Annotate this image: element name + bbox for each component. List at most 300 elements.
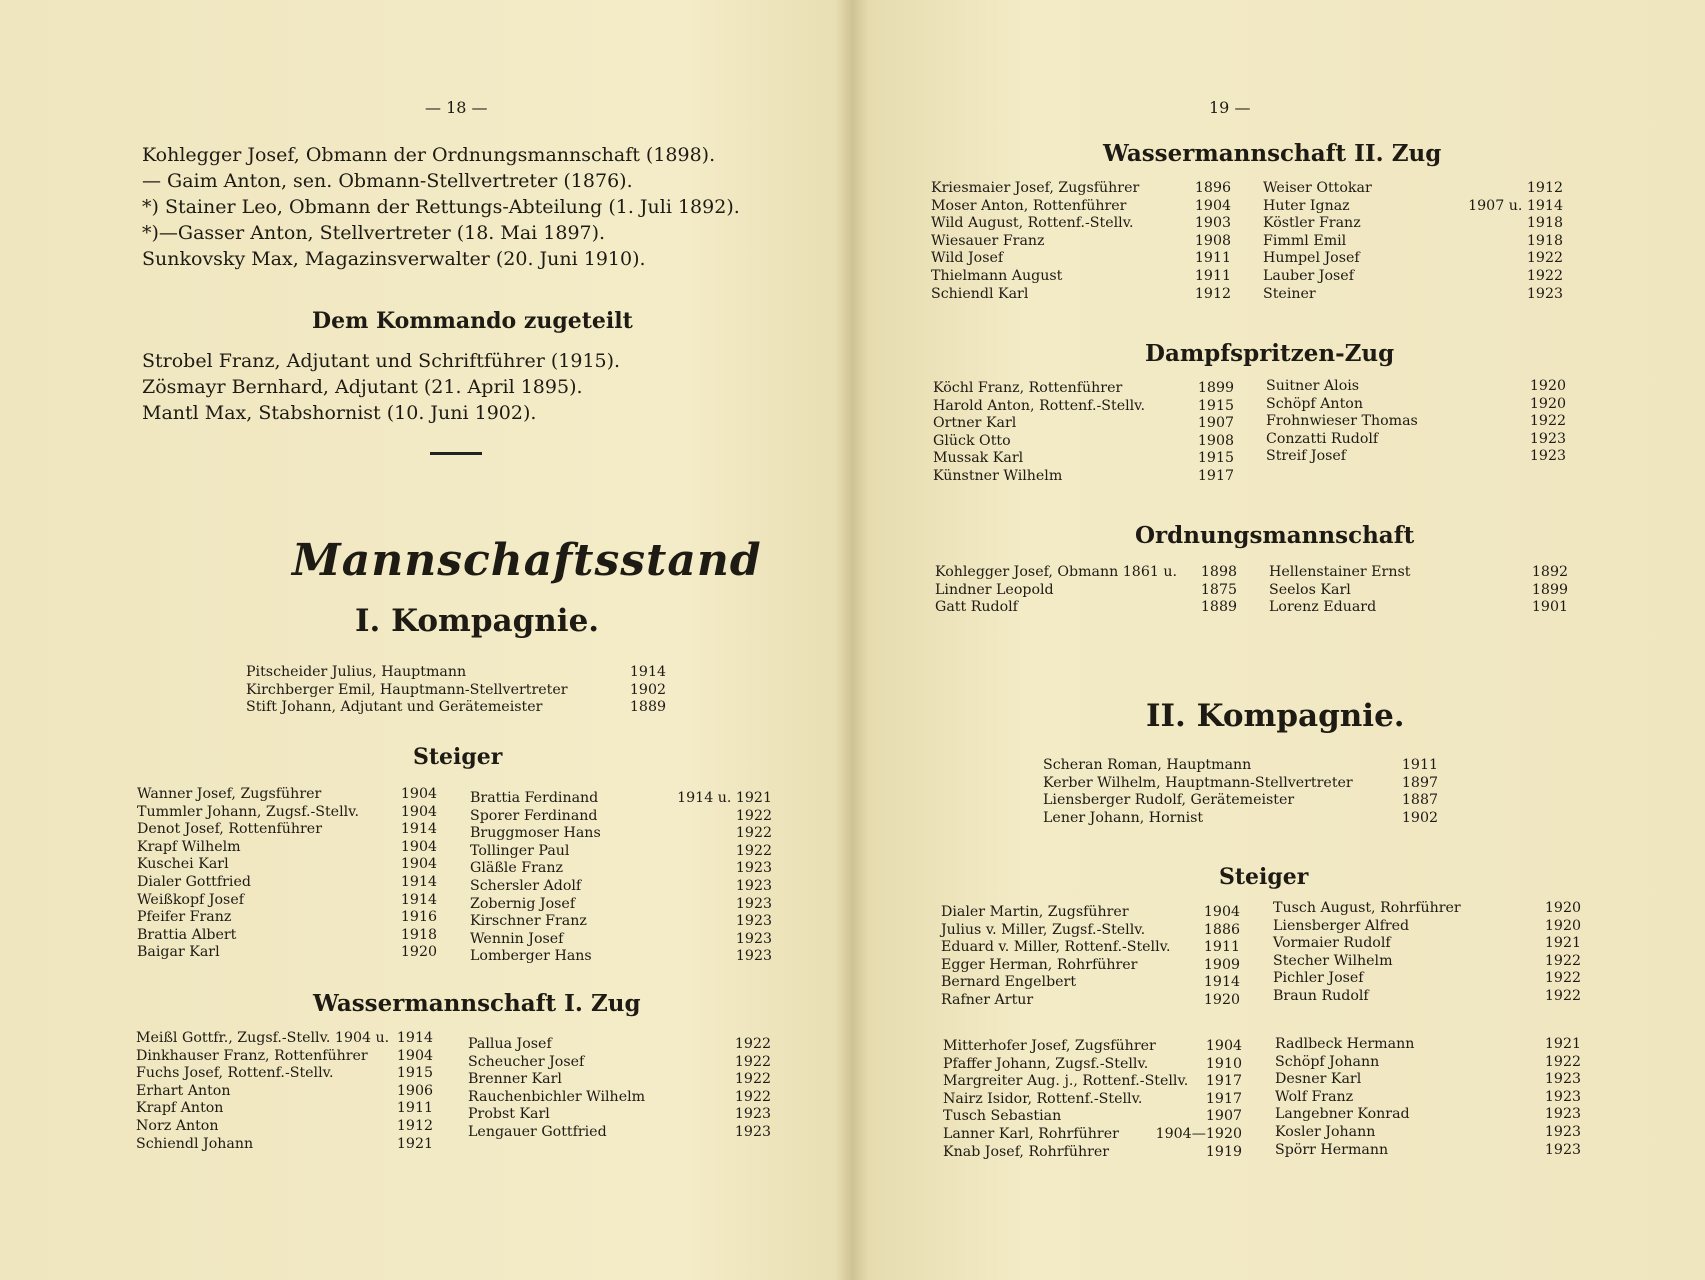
roster-row (470, 825, 772, 843)
member-name: Liensberger Alfred (1273, 917, 1410, 934)
member-name: Braun Rudolf (1273, 987, 1369, 1004)
member-name: Künstner Wilhelm (933, 467, 1063, 484)
member-name: Wild Josef (931, 250, 1004, 267)
member-name: Desner Karl (1275, 1071, 1362, 1088)
member-name: Wennin Josef (470, 930, 564, 947)
member-year: 1922 (734, 1088, 771, 1105)
member-name: Köstler Franz (1263, 215, 1361, 232)
member-name: Wanner Josef, Zugsführer (137, 786, 322, 802)
wasser1-heading: Wassermannschaft I. Zug (313, 990, 641, 1017)
roster-row (933, 433, 1234, 451)
main-title: Mannschaftsstand (292, 535, 762, 586)
member-name: Weiser Ottokar (1263, 180, 1372, 196)
member-name: Dinkhauser Franz, Rottenführer (136, 1047, 368, 1064)
member-name: Meißl Gottfr., Zugsf.-Stellv. 1904 u. (136, 1030, 390, 1046)
roster-row (470, 808, 772, 826)
roster-row (933, 415, 1234, 433)
member-name: Radlbeck Hermann (1275, 1036, 1415, 1052)
member-name: Mitterhofer Josef, Zugsführer (943, 1038, 1156, 1054)
member-year: 1923 (1544, 1071, 1581, 1088)
roster-row (1266, 431, 1566, 449)
member-year: 1887 (1401, 792, 1438, 809)
member-name: Ortner Karl (933, 415, 1017, 432)
member-year: 1909 (1203, 956, 1240, 973)
member-year: 1914 (629, 664, 666, 680)
roster-row (136, 1030, 433, 1048)
roster-row (1273, 953, 1581, 971)
member-year: 1923 (735, 913, 772, 930)
member-year: 1914 (400, 891, 437, 908)
member-name: Scheran Roman, Hauptmann (1043, 757, 1252, 773)
member-year: 1903 (1194, 215, 1231, 232)
member-name: Vormaier Rudolf (1273, 935, 1391, 952)
roster-row (943, 1073, 1242, 1091)
member-year: 1923 (1544, 1106, 1581, 1123)
member-name: Sporer Ferdinand (470, 807, 598, 824)
member-year: 1923 (1544, 1123, 1581, 1140)
roster-row (1266, 378, 1566, 396)
member-year: 1920 (1203, 991, 1240, 1008)
roster-row (1263, 198, 1563, 216)
member-year: 1907 (1197, 415, 1234, 432)
member-name: Langebner Konrad (1275, 1106, 1410, 1123)
roster-row (137, 786, 437, 804)
member-year: 1902 (629, 681, 666, 698)
kommando-line: Mantl Max, Stabshornist (10. Juni 1902). (142, 402, 537, 424)
member-year: 1904 (1203, 904, 1240, 920)
steiger-col2 (470, 790, 772, 966)
member-name: Köchl Franz, Rottenführer (933, 380, 1123, 396)
member-name: Zobernig Josef (470, 895, 576, 912)
roster-row (1266, 396, 1566, 414)
roster-row (931, 215, 1231, 233)
roster-row (1275, 1036, 1581, 1054)
member-year: 1898 (1200, 564, 1237, 580)
member-name: Tummler Johann, Zugsf.-Stellv. (137, 803, 359, 820)
member-year: 1922 (1544, 970, 1581, 987)
roster-row (935, 599, 1237, 617)
member-name: Schiendl Karl (931, 285, 1029, 302)
member-name: Lanner Karl, Rohrführer (943, 1125, 1119, 1142)
roster-row (470, 790, 772, 808)
roster-row (246, 664, 666, 682)
leader-line: *) Stainer Leo, Obmann der Rettungs-Abteilung (1. Juli 1892). (142, 196, 740, 218)
member-name: Fimml Emil (1263, 232, 1347, 249)
member-name: Lener Johann, Hornist (1043, 809, 1204, 826)
member-year: 1914 (1203, 974, 1240, 991)
member-name: Bruggmoser Hans (470, 825, 601, 842)
roster-row (1263, 286, 1563, 304)
roster-row (1266, 413, 1566, 431)
steiger2-a-col2 (1273, 900, 1581, 1006)
member-name: Wiesauer Franz (931, 232, 1045, 249)
member-name: Eduard v. Miller, Rottenf.-Stellv. (941, 939, 1171, 956)
member-year: 1922 (1526, 267, 1563, 284)
member-year: 1907 (1205, 1108, 1242, 1125)
member-year: 1922 (735, 842, 772, 859)
member-year: 1920 (1544, 917, 1581, 934)
roster-row (943, 1091, 1242, 1109)
member-year: 1918 (1526, 232, 1563, 249)
member-year: 1911 (1401, 757, 1438, 773)
ordnung-col2 (1269, 564, 1568, 617)
right-page (853, 0, 1705, 1280)
member-name: Moser Anton, Rottenführer (931, 197, 1127, 214)
divider-rule (430, 452, 482, 455)
roster-row (470, 896, 772, 914)
leaders-list (142, 142, 740, 272)
member-year: 1906 (396, 1082, 433, 1099)
member-year: 1892 (1531, 564, 1568, 580)
member-year: 1923 (735, 860, 772, 877)
roster-row (470, 913, 772, 931)
member-year: 1886 (1203, 921, 1240, 938)
leader-line: *)—Gasser Anton, Stellvertreter (18. Mai 1897). (142, 222, 606, 244)
member-name: Lindner Leopold (935, 581, 1054, 598)
member-year: 1911 (396, 1100, 433, 1117)
member-year: 1923 (735, 877, 772, 894)
roster-row (1275, 1054, 1581, 1072)
wasser2-heading: Wassermannschaft II. Zug (1103, 140, 1442, 167)
kommando-heading: Dem Kommando zugeteilt (312, 308, 633, 334)
roster-row (1273, 988, 1581, 1006)
roster-row (1263, 233, 1563, 251)
leader-line: — Gaim Anton, sen. Obmann-Stellvertreter (1876). (142, 170, 633, 192)
roster-row (470, 878, 772, 896)
member-year: 1921 (396, 1135, 433, 1152)
roster-row (1043, 757, 1438, 775)
member-name: Rauchenbichler Wilhelm (468, 1088, 646, 1105)
roster-row (943, 1038, 1242, 1056)
roster-row (136, 1100, 433, 1118)
member-name: Frohnwieser Thomas (1266, 413, 1418, 430)
roster-row (1269, 564, 1568, 582)
member-name: Thielmann August (931, 267, 1063, 284)
member-name: Dialer Martin, Zugsführer (941, 904, 1129, 920)
member-year: 1922 (734, 1071, 771, 1088)
member-name: Bernard Engelbert (941, 974, 1077, 991)
member-year: 1922 (1529, 413, 1566, 430)
roster-row (1043, 775, 1438, 793)
steiger-col1 (137, 786, 437, 962)
member-name: Gatt Rudolf (935, 599, 1018, 616)
member-year: 1889 (1200, 599, 1237, 616)
member-name: Steiner (1263, 285, 1316, 302)
member-name: Mussak Karl (933, 450, 1024, 467)
member-year: 1912 (1526, 180, 1563, 196)
member-year: 1896 (1194, 180, 1231, 196)
member-year: 1922 (1544, 987, 1581, 1004)
roster-row (136, 1136, 433, 1154)
roster-row (1275, 1071, 1581, 1089)
kommando-list (142, 348, 620, 426)
roster-row (1043, 792, 1438, 810)
member-year: 1904 (400, 786, 437, 802)
member-name: Humpel Josef (1263, 250, 1360, 267)
page-number: 19 — (1209, 98, 1251, 117)
member-year: 1914 (396, 1030, 433, 1046)
member-name: Brenner Karl (468, 1071, 562, 1088)
member-name: Rafner Artur (941, 991, 1034, 1008)
member-name: Nairz Isidor, Rottenf.-Stellv. (943, 1090, 1143, 1107)
kommando-line: Strobel Franz, Adjutant und Schriftführer (1915). (142, 350, 621, 372)
member-year: 1923 (1544, 1141, 1581, 1158)
member-year: 1920 (1544, 900, 1581, 916)
roster-row (470, 843, 772, 861)
member-name: Pichler Josef (1273, 970, 1364, 987)
member-year: 1920 (1529, 378, 1566, 394)
roster-row (1273, 900, 1581, 918)
roster-row (468, 1106, 771, 1124)
member-name: Tusch August, Rohrführer (1273, 900, 1461, 916)
member-name: Knab Josef, Rohrführer (943, 1143, 1110, 1160)
member-name: Lorenz Eduard (1269, 599, 1377, 616)
member-name: Pfeifer Franz (137, 909, 232, 926)
member-year: 1922 (734, 1053, 771, 1070)
roster-row (136, 1048, 433, 1066)
member-name: Streif Josef (1266, 448, 1347, 465)
member-name: Julius v. Miller, Zugsf.-Stellv. (941, 921, 1146, 938)
ordnung-col1 (935, 564, 1237, 617)
member-name: Hellenstainer Ernst (1269, 564, 1411, 580)
roster-row (941, 992, 1240, 1010)
member-name: Fuchs Josef, Rottenf.-Stellv. (136, 1065, 334, 1082)
member-year: 1922 (1526, 250, 1563, 267)
member-name: Spörr Hermann (1275, 1141, 1389, 1158)
roster-row (931, 233, 1231, 251)
member-year: 1911 (1194, 250, 1231, 267)
member-name: Kosler Johann (1275, 1123, 1376, 1140)
page-number: — 18 — (425, 98, 488, 117)
roster-row (1263, 215, 1563, 233)
member-name: Kuschei Karl (137, 856, 229, 873)
roster-row (136, 1065, 433, 1083)
steiger2-b-col2 (1275, 1036, 1581, 1159)
roster-row (137, 944, 437, 962)
member-year: 1917 (1197, 467, 1234, 484)
steiger2-a-col1 (941, 904, 1240, 1010)
member-name: Kirschner Franz (470, 913, 587, 930)
member-name: Margreiter Aug. j., Rottenf.-Stellv. (943, 1073, 1189, 1090)
member-year: 1904—1920 (1155, 1125, 1242, 1142)
roster-row (1266, 448, 1566, 466)
roster-row (1273, 918, 1581, 936)
roster-row (137, 804, 437, 822)
member-year: 1901 (1531, 599, 1568, 616)
member-name: Huter Ignaz (1263, 197, 1350, 214)
roster-row (136, 1083, 433, 1101)
member-name: Gläßle Franz (470, 860, 563, 877)
roster-row (941, 922, 1240, 940)
member-year: 1922 (735, 807, 772, 824)
member-year: 1923 (1526, 285, 1563, 302)
roster-row (1043, 810, 1438, 828)
roster-row (468, 1124, 771, 1142)
roster-row (931, 250, 1231, 268)
roster-row (933, 468, 1234, 486)
roster-row (468, 1071, 771, 1089)
roster-row (931, 268, 1231, 286)
member-name: Pitscheider Julius, Hauptmann (246, 664, 467, 680)
roster-row (137, 927, 437, 945)
leader-line: Kohlegger Josef, Obmann der Ordnungsmannschaft (1898). (142, 144, 716, 166)
member-name: Weißkopf Josef (137, 891, 244, 908)
member-year: 1916 (400, 909, 437, 926)
dampf-col1 (933, 380, 1234, 486)
member-name: Schöpf Johann (1275, 1053, 1380, 1070)
member-name: Schiendl Johann (136, 1135, 254, 1152)
roster-row (941, 904, 1240, 922)
roster-row (1273, 935, 1581, 953)
member-year: 1922 (1544, 1053, 1581, 1070)
roster-row (136, 1118, 433, 1136)
member-name: Lauber Josef (1263, 267, 1354, 284)
member-year: 1914 u. 1921 (677, 790, 772, 806)
roster-row (470, 948, 772, 966)
roster-row (933, 380, 1234, 398)
roster-row (1269, 582, 1568, 600)
roster-row (1275, 1106, 1581, 1124)
roster-row (1275, 1142, 1581, 1160)
member-name: Schersler Adolf (470, 877, 582, 894)
roster-row (1273, 970, 1581, 988)
member-year: 1912 (396, 1117, 433, 1134)
member-year: 1914 (400, 873, 437, 890)
member-name: Erhart Anton (136, 1082, 231, 1099)
wasser2-col1 (931, 180, 1231, 303)
member-year: 1904 (1194, 197, 1231, 214)
kommando-line: Zösmayr Bernhard, Adjutant (21. April 1895). (142, 376, 583, 398)
roster-row (943, 1056, 1242, 1074)
leader-line: Sunkovsky Max, Magazinsverwalter (20. Juni 1910). (142, 248, 646, 270)
dampf-heading: Dampfspritzen-Zug (1145, 340, 1395, 367)
roster-row (137, 856, 437, 874)
member-name: Conzatti Rudolf (1266, 430, 1379, 447)
roster-row (933, 398, 1234, 416)
roster-row (943, 1126, 1242, 1144)
member-year: 1923 (734, 1106, 771, 1123)
member-year: 1875 (1200, 581, 1237, 598)
roster-row (468, 1054, 771, 1072)
member-name: Baigar Karl (137, 944, 220, 961)
roster-row (1263, 250, 1563, 268)
member-name: Tusch Sebastian (943, 1108, 1062, 1125)
member-year: 1915 (1197, 397, 1234, 414)
roster-row (931, 180, 1231, 198)
member-name: Tollinger Paul (470, 842, 570, 859)
member-year: 1921 (1544, 1036, 1581, 1052)
member-year: 1920 (400, 944, 437, 961)
member-year: 1902 (1401, 809, 1438, 826)
wasser1-col2 (468, 1036, 771, 1142)
member-year: 1918 (1526, 215, 1563, 232)
member-name: Egger Herman, Rohrführer (941, 956, 1138, 973)
komp1-officers (246, 664, 666, 717)
roster-row (1275, 1124, 1581, 1142)
member-year: 1921 (1544, 935, 1581, 952)
roster-row (246, 699, 666, 717)
member-year: 1912 (1194, 285, 1231, 302)
member-name: Kerber Wilhelm, Hauptmann-Stellvertreter (1043, 774, 1353, 791)
roster-row (470, 860, 772, 878)
member-year: 1904 (400, 803, 437, 820)
member-name: Norz Anton (136, 1117, 219, 1134)
member-year: 1889 (629, 699, 666, 716)
member-year: 1908 (1197, 432, 1234, 449)
member-year: 1904 (400, 856, 437, 873)
member-year: 1917 (1205, 1090, 1242, 1107)
member-name: Kirchberger Emil, Hauptmann-Stellvertreter (246, 681, 568, 698)
roster-row (931, 286, 1231, 304)
member-year: 1915 (396, 1065, 433, 1082)
member-year: 1897 (1401, 774, 1438, 791)
steiger2-heading: Steiger (1219, 864, 1309, 890)
member-year: 1923 (735, 895, 772, 912)
member-year: 1915 (1197, 450, 1234, 467)
roster-row (137, 874, 437, 892)
member-year: 1922 (735, 825, 772, 842)
member-year: 1904 (396, 1047, 433, 1064)
member-name: Suitner Alois (1266, 378, 1360, 394)
roster-row (943, 1144, 1242, 1162)
member-year: 1899 (1531, 581, 1568, 598)
member-year: 1907 u. 1914 (1468, 197, 1563, 214)
member-name: Dialer Gottfried (137, 873, 251, 890)
member-name: Kriesmaier Josef, Zugsführer (931, 180, 1140, 196)
roster-row (943, 1108, 1242, 1126)
member-name: Krapf Anton (136, 1100, 224, 1117)
roster-row (935, 582, 1237, 600)
steiger-heading: Steiger (413, 744, 503, 770)
member-name: Stecher Wilhelm (1273, 952, 1393, 969)
wasser2-col2 (1263, 180, 1563, 303)
roster-row (137, 821, 437, 839)
roster-row (468, 1036, 771, 1054)
member-year: 1917 (1205, 1073, 1242, 1090)
komp2-officers (1043, 757, 1438, 827)
member-name: Lomberger Hans (470, 948, 592, 965)
member-name: Lengauer Gottfried (468, 1123, 607, 1140)
member-year: 1923 (735, 948, 772, 965)
member-name: Wild August, Rottenf.-Stellv. (931, 215, 1134, 232)
member-year: 1914 (400, 821, 437, 838)
roster-row (1275, 1089, 1581, 1107)
member-name: Pallua Josef (468, 1036, 552, 1052)
member-name: Liensberger Rudolf, Gerätemeister (1043, 792, 1295, 809)
member-year: 1923 (1529, 448, 1566, 465)
member-name: Brattia Ferdinand (470, 790, 599, 806)
member-name: Scheucher Josef (468, 1053, 585, 1070)
roster-row (935, 564, 1237, 582)
member-year: 1922 (734, 1036, 771, 1052)
member-name: Schöpf Anton (1266, 395, 1363, 412)
member-year: 1923 (735, 930, 772, 947)
member-year: 1911 (1194, 267, 1231, 284)
ordnung-heading: Ordnungsmannschaft (1135, 522, 1415, 549)
member-year: 1923 (734, 1123, 771, 1140)
left-page (0, 0, 852, 1280)
roster-row (470, 931, 772, 949)
roster-row (137, 892, 437, 910)
wasser1-col1 (136, 1030, 433, 1153)
steiger2-b-col1 (943, 1038, 1242, 1161)
member-name: Seelos Karl (1269, 581, 1351, 598)
member-year: 1918 (400, 926, 437, 943)
dampf-col2 (1266, 378, 1566, 466)
roster-row (941, 974, 1240, 992)
member-year: 1923 (1544, 1088, 1581, 1105)
member-name: Krapf Wilhelm (137, 838, 241, 855)
